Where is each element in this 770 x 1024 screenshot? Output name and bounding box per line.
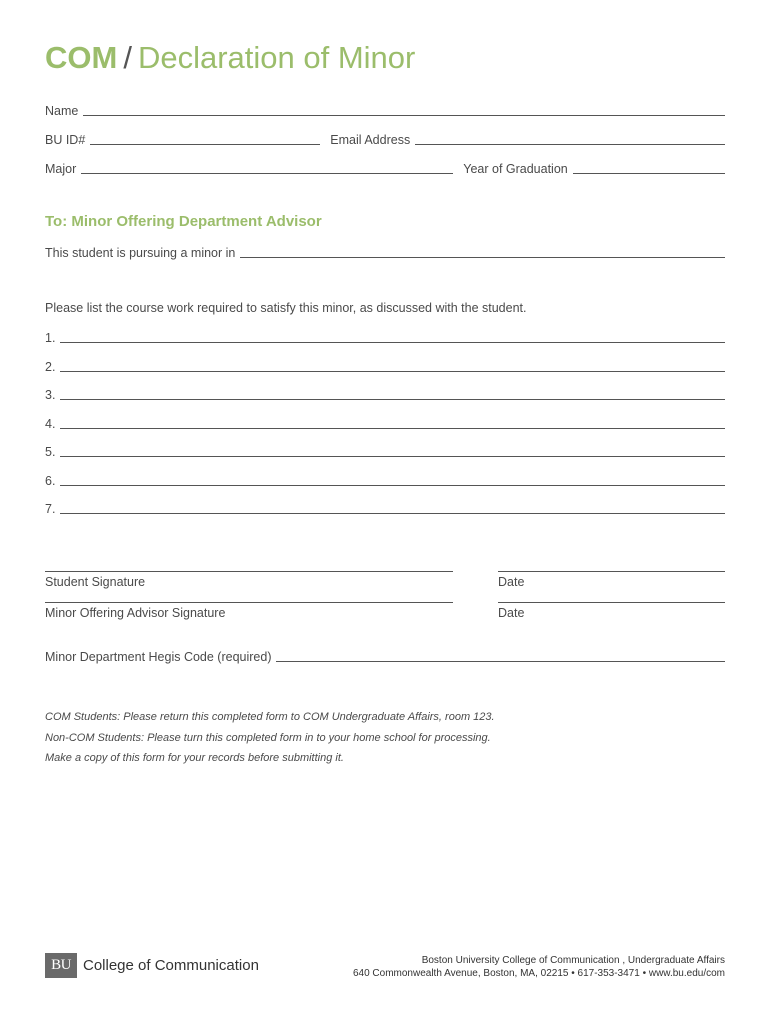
bu-id-field[interactable] [90,144,320,145]
hegis-row [45,648,725,664]
pursuing-label: This student is pursuing a minor in [45,246,236,260]
course-field-4[interactable] [60,428,725,429]
advisor-section-heading: To: Minor Offering Department Advisor [45,213,322,230]
course-row [45,415,725,431]
course-field-2[interactable] [60,371,725,372]
course-number: 4. [45,417,56,431]
title-declaration: Declaration of Minor [137,40,416,75]
year-label: Year of Graduation [463,162,568,176]
course-field-6[interactable] [60,485,725,486]
course-row [45,329,725,345]
name-row [45,102,725,118]
advisor-date-field[interactable] [498,602,725,603]
course-field-5[interactable] [60,456,725,457]
course-number: 6. [45,474,56,488]
email-label: Email Address [330,133,411,147]
footer-address: 640 Commonwealth Avenue, Boston, MA, 02215 • 617-353-3471 • www.bu.edu/com [352,968,725,979]
footer-org: Boston University College of Communication , Undergraduate Affairs [421,955,725,966]
year-field[interactable] [573,173,725,174]
student-signature-label: Student Signature [45,575,146,589]
minor-field[interactable] [240,257,725,258]
course-number: 2. [45,360,56,374]
name-field[interactable] [83,115,725,116]
course-row [45,358,725,374]
title-slash: / [123,40,132,75]
course-row [45,472,725,488]
course-row [45,443,725,459]
student-signature-field[interactable] [45,571,453,572]
course-field-3[interactable] [60,399,725,400]
pursuing-row [45,244,725,260]
course-row [45,500,725,516]
major-label: Major [45,162,77,176]
course-number: 3. [45,388,56,402]
instruction-line: Non-COM Students: Please turn this completed form in to your home school for processing. [45,732,491,744]
instruction-line: COM Students: Please return this completed form to COM Undergraduate Affairs, room 123. [45,711,495,723]
course-number: 7. [45,502,56,516]
page-title [45,40,415,76]
student-date-label: Date [498,575,525,589]
course-field-1[interactable] [60,342,725,343]
advisor-signature-field[interactable] [45,602,453,603]
bu-logo-text: College of Communication [83,957,259,974]
name-label: Name [45,104,79,118]
id-email-row [45,131,725,147]
course-field-7[interactable] [60,513,725,514]
course-number: 1. [45,331,56,345]
advisor-date-label: Date [498,606,525,620]
instruction-line: Make a copy of this form for your records before submitting it. [45,752,344,764]
major-year-row [45,160,725,176]
bu-logo-mark: BU [45,953,77,978]
course-row [45,386,725,402]
title-com: COM [45,40,118,75]
major-field[interactable] [81,173,453,174]
email-field[interactable] [415,144,725,145]
course-number: 5. [45,445,56,459]
bu-logo [45,953,259,978]
hegis-field[interactable] [276,661,725,662]
bu-id-label: BU ID# [45,133,86,147]
hegis-label: Minor Department Hegis Code (required) [45,650,272,664]
advisor-signature-label: Minor Offering Advisor Signature [45,606,226,620]
student-date-field[interactable] [498,571,725,572]
coursework-instruction: Please list the course work required to satisfy this minor, as discussed with the student. [45,301,527,315]
